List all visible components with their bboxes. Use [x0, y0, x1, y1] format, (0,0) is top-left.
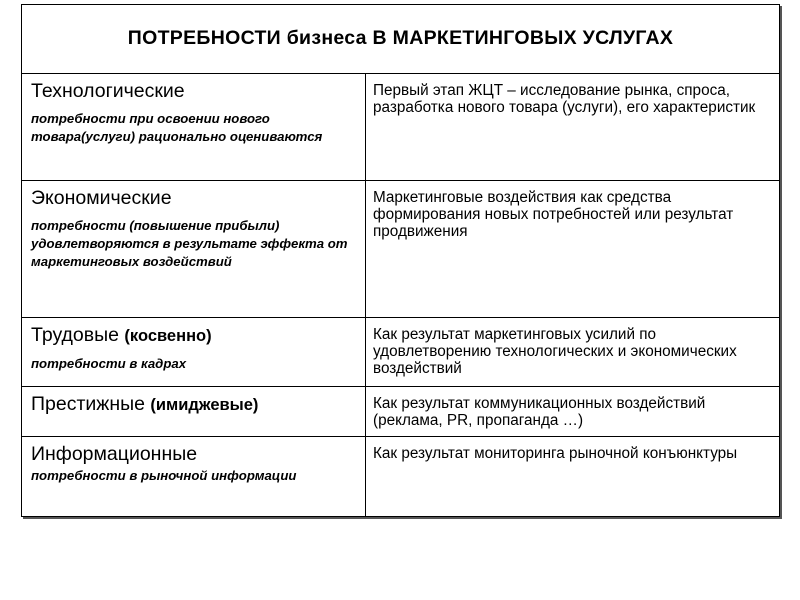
category-name: Технологические [31, 79, 185, 102]
category-heading [31, 80, 359, 103]
table-title: ПОТРЕБНОСТИ бизнеса В МАРКЕТИНГОВЫХ УСЛУГАХ [22, 5, 780, 74]
detail-cell-prestige: Как результат коммуникационных воздействий (реклама, PR, пропаганда …) [366, 386, 780, 436]
category-qualifier: (имиджевые) [150, 395, 259, 414]
category-cell-info [22, 436, 366, 516]
category-description: потребности в рыночной информации [31, 467, 297, 483]
category-name: Престижные [31, 392, 145, 415]
category-cell-prestige [22, 386, 366, 436]
category-heading [31, 187, 359, 210]
category-description: потребности при освоении нового товара(услуги) рационально оцениваются [31, 110, 323, 144]
needs-table [21, 4, 780, 517]
category-cell-labor [22, 317, 366, 386]
category-name: Информационные [31, 442, 198, 465]
detail-cell-tech: Первый этап ЖЦТ – исследование рынка, спроса, разработка нового товара (услуги), его характеристик [366, 73, 780, 181]
table-row-info [22, 436, 780, 516]
detail-cell-econ: Маркетинговые воздействия как средства формирования новых потребностей или результат продвижения [366, 181, 780, 317]
category-cell-econ [22, 181, 366, 317]
category-heading [31, 324, 359, 348]
category-name: Экономические [31, 187, 172, 210]
category-qualifier: (косвенно) [124, 326, 212, 345]
category-heading [31, 443, 359, 466]
category-name: Трудовые [31, 323, 119, 346]
category-description: потребности (повышение прибыли) удовлетворяются в результате эффекта от маркетинговых воздействий [31, 218, 348, 270]
table-row-prestige [22, 386, 780, 436]
title-row [22, 5, 780, 74]
category-description: потребности в кадрах [31, 355, 187, 371]
detail-cell-info: Как результат мониторинга рыночной конъюнктуры [366, 436, 780, 516]
table-row-tech [22, 73, 780, 181]
table-row-labor [22, 317, 780, 386]
detail-cell-labor: Как результат маркетинговых усилий по удовлетворению технологических и экономических воздействий [366, 317, 780, 386]
category-cell-tech [22, 73, 366, 181]
category-heading [31, 393, 359, 417]
table-row-econ [22, 181, 780, 317]
